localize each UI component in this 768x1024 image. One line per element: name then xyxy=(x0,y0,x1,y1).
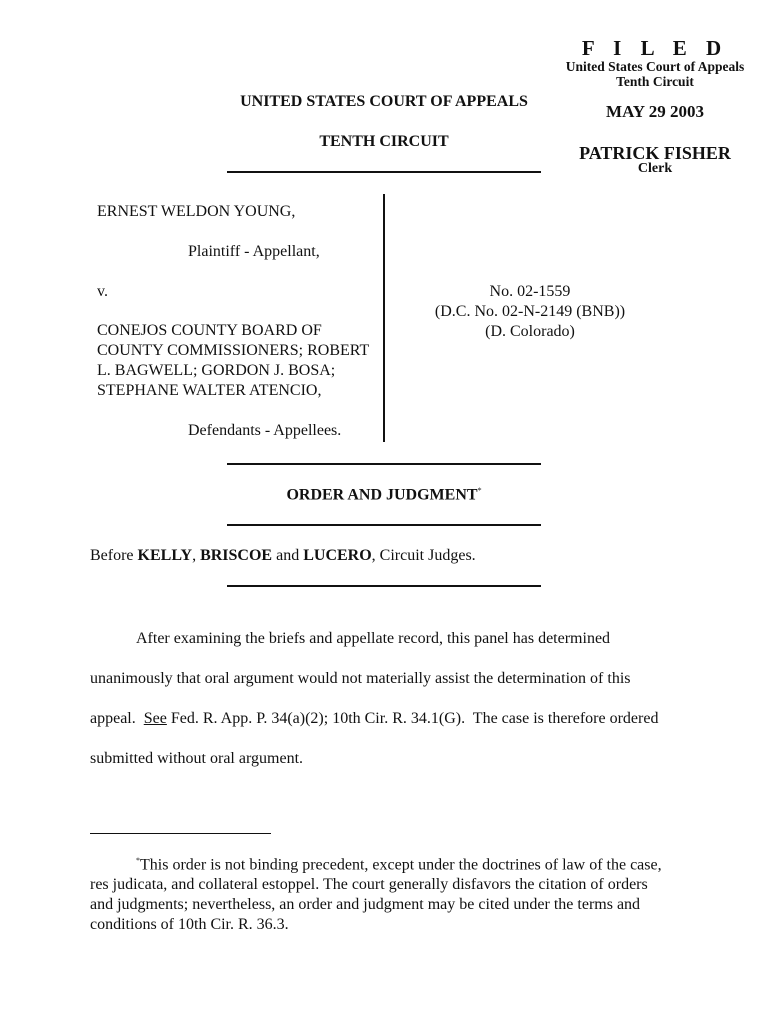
plaintiff-name: ERNEST WELDON YOUNG, xyxy=(97,203,296,220)
filed-stamp xyxy=(555,38,755,89)
plaintiff-role: Plaintiff - Appellant, xyxy=(188,243,320,260)
order-title xyxy=(227,486,541,504)
footnote xyxy=(90,851,690,935)
clerk-title: Clerk xyxy=(637,161,673,176)
versus: v. xyxy=(97,283,108,300)
case-numbers xyxy=(405,282,655,342)
footnote-mark: * xyxy=(136,856,140,865)
body-text: Fed. R. App. P. 34(a)(2); 10th Cir. R. 34.1(G). The case is therefore ordered xyxy=(166,710,659,727)
caption-rule xyxy=(227,463,541,465)
panel-rule xyxy=(227,585,541,587)
filed-date: MAY 29 2003 xyxy=(606,102,704,121)
district-case-number: (D.C. No. 02-N-2149 (BNB)) xyxy=(434,303,626,320)
footnote-line: res judicata, and collateral estoppel. The court generally disfavors the citation of orders xyxy=(90,876,648,894)
filed-circuit: Tenth Circuit xyxy=(616,74,694,89)
defendants-line: COUNTY COMMISSIONERS; ROBERT xyxy=(97,342,370,359)
title-rule xyxy=(227,524,541,526)
panel-line xyxy=(90,547,476,565)
judge-name: LUCERO xyxy=(303,547,372,564)
case-number: No. 02-1559 xyxy=(489,283,571,300)
defendants-line: STEPHANE WALTER ATENCIO, xyxy=(97,382,322,399)
panel-prefix: Before xyxy=(90,547,138,564)
body-line: After examining the briefs and appellate record, this panel has determined xyxy=(136,630,611,647)
header-rule xyxy=(227,171,541,173)
footnote-text: This order is not binding precedent, except under the doctrines of law of the case, xyxy=(140,856,662,874)
caption-divider xyxy=(383,194,385,442)
footnote-rule xyxy=(90,833,271,834)
citation-signal: See xyxy=(143,710,167,727)
judge-name: BRISCOE xyxy=(200,547,273,564)
panel-separator: and xyxy=(272,547,304,564)
order-title-text: ORDER AND JUDGMENT xyxy=(286,486,478,504)
panel-separator: , xyxy=(192,547,201,564)
filed-word: F I L E D xyxy=(581,36,729,60)
body-line: unanimously that oral argument would not materially assist the determination of this xyxy=(90,670,631,687)
footnote-line xyxy=(90,851,690,875)
footnote-line: and judgments; nevertheless, an order and judgment may be cited under the terms and xyxy=(90,896,641,914)
judge-name: KELLY xyxy=(137,547,193,564)
footnote-line: conditions of 10th Cir. R. 36.3. xyxy=(90,916,289,934)
defendants-line: L. BAGWELL; GORDON J. BOSA; xyxy=(97,362,336,379)
order-footnote-mark: * xyxy=(477,486,482,495)
district: (D. Colorado) xyxy=(485,323,575,340)
court-name: UNITED STATES COURT OF APPEALS xyxy=(240,93,528,110)
filed-court: United States Court of Appeals xyxy=(565,59,745,74)
defendants-line: CONEJOS COUNTY BOARD OF xyxy=(97,322,322,339)
panel-suffix: , Circuit Judges. xyxy=(371,547,476,564)
defendants-block xyxy=(97,321,369,401)
clerk-name: PATRICK FISHER xyxy=(579,143,731,163)
body-text: appeal. xyxy=(90,710,144,727)
body-line: submitted without oral argument. xyxy=(90,750,304,767)
circuit-name: TENTH CIRCUIT xyxy=(319,133,449,150)
order-body xyxy=(90,619,680,779)
defendants-role: Defendants - Appellees. xyxy=(188,422,342,439)
body-line xyxy=(90,699,680,739)
